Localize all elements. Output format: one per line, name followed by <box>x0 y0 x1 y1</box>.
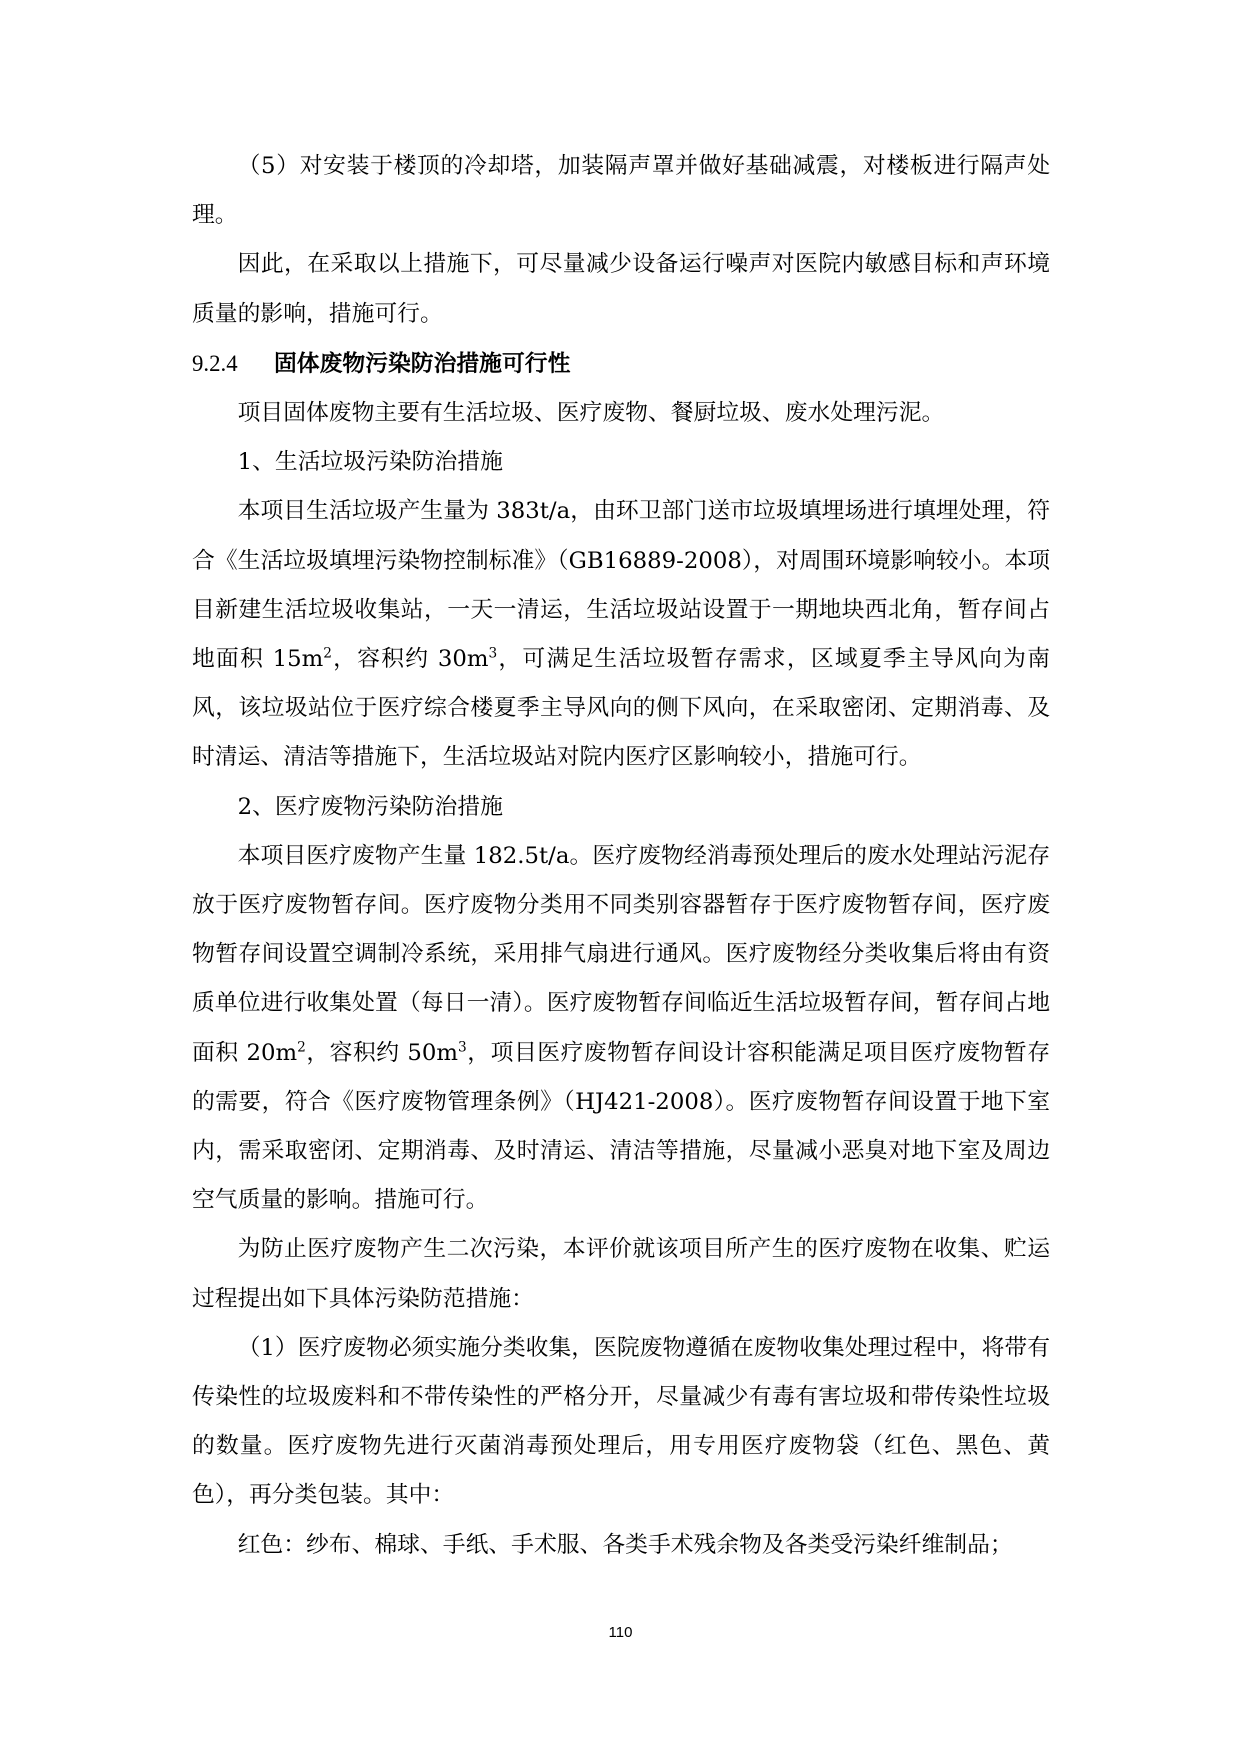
text-run: 本项目医疗废物产生量 182.5t/a。医疗废物经消毒预处理后的废水处理站污泥存放于医疗废物暂存间。医疗废物分类用不同类别容器暂存于医疗废物暂存间，医疗废物暂存间设置空调制冷系统，采用排气扇进行通风。医疗废物经分类收集后将由有资质单位进行收集处置（每日一清）。医疗废物暂存间临近生活垃圾暂存间，暂存间占地面积 20m <box>192 842 1050 1066</box>
page-number: 110 <box>608 1624 633 1641</box>
text-run: ，可满足生活垃圾暂存需求，区域夏季主导风向为南风，该垃圾站位于医疗综合楼夏季主导风向的侧下风向，在采取密闭、定期消毒、及时清运、清洁等措施下，生活垃圾站对院内医疗区影响较小，措施可行。 <box>192 646 1051 771</box>
superscript: 3 <box>488 645 498 662</box>
text-run: 本项目生活垃圾产生量为 383t/a，由环卫部门送市垃圾填埋场进行填埋处理，符合《生活垃圾填埋污染物控制标准》（GB16889-2008），对周围环境影响较小。本项目新建生活垃圾收集站，一天一清运，生活垃圾站设置于一期地块西北角，暂存间占地面积 15m <box>192 498 1050 673</box>
text-run: ，容积约 50m <box>305 1039 459 1066</box>
text-run: ，容积约 30m <box>331 646 489 673</box>
page-body <box>192 142 1050 1570</box>
paragraph-noise-conclusion: 因此，在采取以上措施下，可尽量减少设备运行噪声对医院内敏感目标和声环境质量的影响，措施可行。 <box>192 251 1050 327</box>
subheading-medical-waste: 2、医疗废物污染防治措施 <box>237 793 503 820</box>
superscript: 3 <box>458 1039 467 1056</box>
paragraph-medical-waste <box>192 832 1050 1226</box>
superscript: 2 <box>323 645 332 662</box>
paragraph-classified-collection: （1）医疗废物必须实施分类收集，医院废物遵循在废物收集处理过程中，将带有传染性的垃圾废料和不带传染性的严格分开，尽量减少有毒有害垃圾和带传染性垃圾的数量。医疗废物先进行灭菌消毒预处理后，用专用医疗废物袋（红色、黑色、黄色），再分类包装。其中： <box>192 1334 1050 1509</box>
superscript: 2 <box>297 1039 306 1056</box>
paragraph-domestic-waste <box>192 487 1050 782</box>
section-number: 9.2.4 <box>192 350 238 376</box>
section-title: 固体废物污染防治措施可行性 <box>274 350 571 377</box>
section-heading <box>192 339 1050 389</box>
paragraph-solid-waste-overview: 项目固体废物主要有生活垃圾、医疗废物、餐厨垃圾、废水处理污泥。 <box>237 400 945 427</box>
subheading-domestic-waste: 1、生活垃圾污染防治措施 <box>237 449 503 476</box>
paragraph-noise-measure-5: （5）对安装于楼顶的冷却塔，加装隔声罩并做好基础减震，对楼板进行隔声处理。 <box>192 153 1050 229</box>
text-run: ，项目医疗废物暂存间设计容积能满足项目医疗废物暂存的需要，符合《医疗废物管理条例》（HJ421-2008）。医疗废物暂存间设置于地下室内，需采取密闭、定期消毒、及时清运、清洁等措施，尽量减小恶臭对地下室及周边空气质量的影响。措施可行。 <box>192 1039 1051 1214</box>
paragraph-red-bag: 红色：纱布、棉球、手纸、手术服、各类手术残余物及各类受污染纤维制品； <box>237 1531 1013 1558</box>
paragraph-secondary-pollution: 为防止医疗废物产生二次污染，本评价就该项目所产生的医疗废物在收集、贮运过程提出如下具体污染防范措施： <box>192 1236 1050 1312</box>
